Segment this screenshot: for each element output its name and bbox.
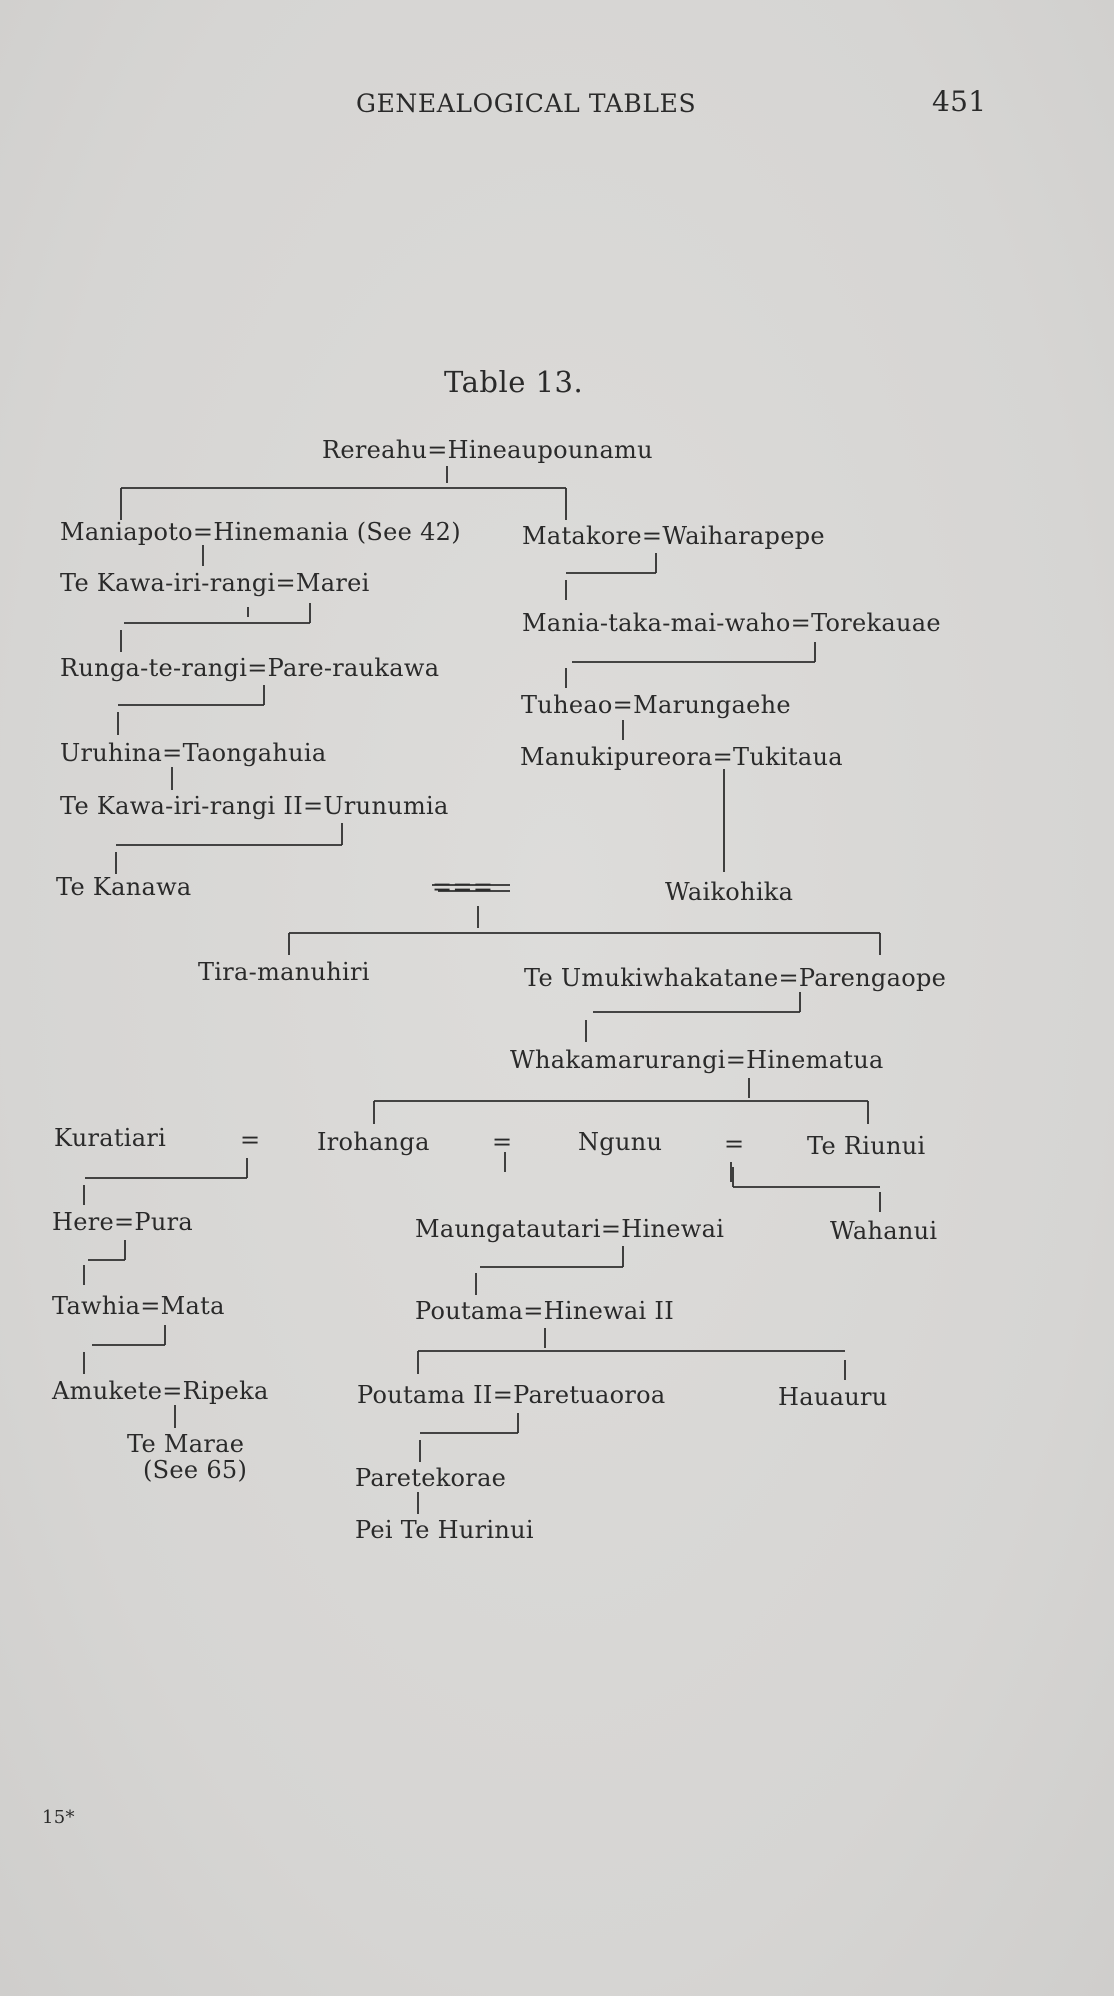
entry-tira-manuhiri: Tira-manuhiri — [198, 958, 370, 986]
entry-mania-taka-mai-waho: Mania-taka-mai-waho=Torekauae — [522, 609, 941, 637]
entry-kawa-iri-rangi: Te Kawa-iri-rangi=Marei — [60, 569, 370, 597]
entry-paretekorae: Paretekorae — [355, 1464, 507, 1492]
entry-rereahu: Rereahu=Hineaupounamu — [322, 436, 653, 464]
entry-irohanga: Irohanga — [317, 1128, 430, 1156]
entry-te-riunui: Te Riunui — [807, 1132, 926, 1160]
entry-maniapoto: Maniapoto=Hinemania (See 42) — [60, 518, 461, 546]
marriage-sign-1: = — [240, 1126, 261, 1154]
entry-ngunu: Ngunu — [578, 1128, 663, 1156]
marriage-sign-2: = — [492, 1128, 513, 1156]
running-title: GENEALOGICAL TABLES — [356, 89, 697, 118]
entry-kawa-iri-rangi-ii: Te Kawa-iri-rangi II=Urunumia — [60, 792, 449, 820]
entry-whakamarurangi: Whakamarurangi=Hinematua — [510, 1046, 884, 1074]
entry-hauauru: Hauauru — [778, 1383, 888, 1411]
entry-uruhina: Uruhina=Taongahuia — [60, 739, 327, 767]
signature-mark: 15* — [42, 1807, 75, 1828]
entry-poutama-ii: Poutama II=Paretuaoroa — [357, 1381, 666, 1409]
entry-pei-te-hurinui: Pei Te Hurinui — [355, 1516, 534, 1544]
entry-here-pura: Here=Pura — [52, 1208, 194, 1236]
entry-runga-te-rangi: Runga-te-rangi=Pare-raukawa — [60, 654, 440, 682]
page-number: 451 — [932, 85, 987, 118]
entry-amukete: Amukete=Ripeka — [52, 1377, 269, 1405]
marriage-sign: === — [432, 873, 494, 901]
entry-maungatautari: Maungatautari=Hinewai — [415, 1215, 725, 1243]
entry-te-marae: Te Marae — [127, 1430, 245, 1458]
entry-manukipureora: Manukipureora=Tukitaua — [520, 743, 843, 771]
entry-tuheao: Tuheao=Marungaehe — [521, 691, 791, 719]
entry-tawhia: Tawhia=Mata — [52, 1292, 225, 1320]
entry-poutama: Poutama=Hinewai II — [415, 1297, 674, 1325]
marriage-sign-3: = — [724, 1130, 745, 1158]
entry-waikohika: Waikohika — [665, 878, 794, 906]
entry-matakore: Matakore=Waiharapepe — [522, 522, 825, 550]
table-title: Table 13. — [444, 365, 584, 399]
entry-wahanui: Wahanui — [830, 1217, 938, 1245]
entry-te-umukiwhakatane: Te Umukiwhakatane=Parengaope — [524, 964, 947, 992]
entry-te-kanawa: Te Kanawa — [56, 873, 192, 901]
entry-kuratiari: Kuratiari — [54, 1124, 167, 1152]
cross-reference: (See 65) — [143, 1456, 248, 1484]
